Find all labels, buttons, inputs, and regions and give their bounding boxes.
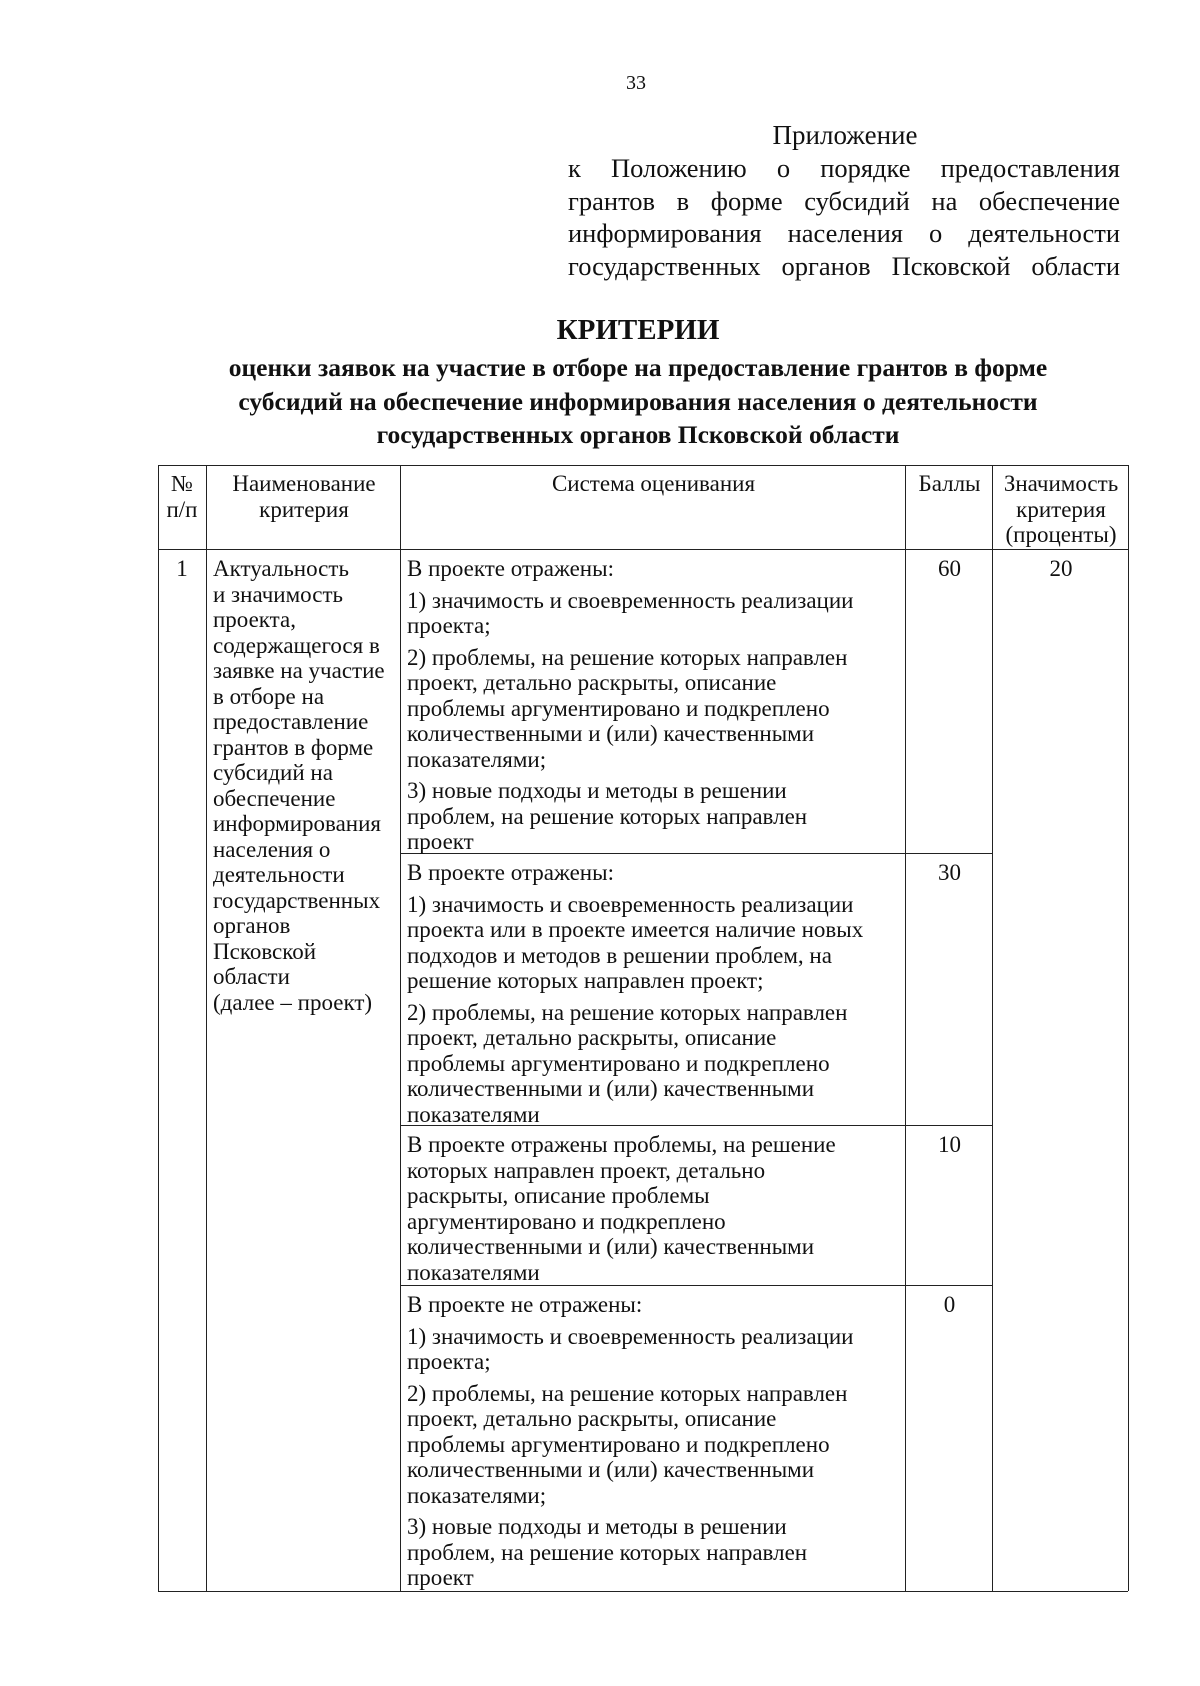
scoring-paragraph (407, 892, 900, 994)
table-border (158, 465, 1128, 466)
criterion-weight-value: 20 (1049, 556, 1073, 581)
scoring-line: 2) проблемы, на решение которых направлен (407, 999, 848, 1025)
scoring-line: проект, детально раскрыты, описание (407, 1025, 777, 1050)
criterion-name-line: деятельности (213, 862, 345, 887)
scoring-paragraph (407, 1381, 900, 1509)
score-points (912, 860, 987, 886)
scoring-line: показателями; (407, 1482, 547, 1508)
document-title: КРИТЕРИИ (556, 314, 720, 346)
criterion-name-line: информирования (213, 811, 381, 836)
header-line: п/п (166, 496, 198, 522)
appendix-line: информирования населения о деятельности (568, 218, 1120, 248)
scoring-paragraph (407, 1000, 900, 1128)
scoring-line: показателями; (407, 746, 547, 772)
scoring-paragraph (407, 1292, 900, 1318)
header-name (213, 471, 395, 522)
header-line: № (171, 471, 193, 496)
appendix-line: государственных органов Псковской области (568, 250, 1120, 281)
score-points (912, 1132, 987, 1158)
scoring-paragraph (407, 1514, 900, 1591)
scoring-line: В проекте отражены: (407, 556, 614, 581)
scoring-line: 1) значимость и своевременность реализации (407, 891, 854, 917)
appendix-title: Приложение (772, 120, 918, 150)
criterion-name-line: (далее – проект) (213, 989, 373, 1015)
scoring-line: В проекте отражены проблемы, на решение (407, 1132, 836, 1157)
table-border (400, 465, 401, 1591)
appendix-line: к Положению о порядке предоставления (568, 153, 1120, 183)
row-number (160, 556, 204, 582)
scoring-line: которых направлен проект, детально (407, 1157, 766, 1183)
header-line: критерия (259, 496, 349, 522)
criterion-name-line: государственных (213, 887, 381, 913)
scoring-line: проект, детально раскрыты, описание (407, 1406, 777, 1431)
document-subtitle (0, 351, 1200, 452)
score-points-value: 30 (938, 860, 961, 885)
criterion-name-line: и значимость (213, 581, 343, 607)
scoring-line: проект (407, 829, 474, 854)
criterion-name-line: заявке на участие (213, 658, 385, 683)
header-line: Баллы (918, 471, 981, 496)
scoring-description (407, 1292, 900, 1597)
scoring-line: 1) значимость и своевременность реализации (407, 1323, 854, 1349)
criterion-name-line: органов (213, 913, 291, 938)
table-border (206, 465, 207, 1591)
scoring-line: решение которых направлен проект; (407, 968, 764, 993)
scoring-paragraph (407, 588, 900, 639)
scoring-line: В проекте отражены: (407, 860, 614, 885)
scoring-line: раскрыты, описание проблемы (407, 1183, 710, 1208)
criterion-name-line: Актуальность (213, 556, 349, 581)
scoring-line: проект (407, 1565, 474, 1590)
scoring-line: 1) значимость и своевременность реализации (407, 587, 854, 613)
criterion-name-line: предоставление (213, 709, 369, 734)
criterion-name-line: грантов в форме (213, 734, 374, 760)
scoring-line: проекта или в проекте имеется наличие новых (407, 917, 864, 942)
page-number: 33 (626, 72, 646, 94)
scoring-line: проблемы аргументировано и подкреплено (407, 695, 830, 721)
score-points (912, 556, 987, 582)
score-points (912, 1292, 987, 1318)
scoring-line: количественными и (или) качественными (407, 1234, 815, 1259)
scoring-line: 3) новые подходы и методы в решении (407, 1514, 787, 1539)
scoring-description (407, 556, 900, 861)
scoring-line: проблем, на решение которых направлен (407, 803, 808, 829)
header-line: (проценты) (1005, 522, 1117, 547)
scoring-line: подходов и методов в решении проблем, на (407, 942, 832, 968)
scoring-line: 2) проблемы, на решение которых направлен (407, 644, 848, 670)
header-points (912, 471, 987, 497)
scoring-description (407, 860, 900, 1133)
scoring-paragraph (407, 1324, 900, 1375)
header-line: Наименование (232, 471, 376, 496)
table-border (905, 465, 906, 1591)
header-weight (999, 471, 1123, 548)
header-system (407, 471, 900, 497)
scoring-description (407, 1132, 900, 1291)
scoring-paragraph (407, 860, 900, 886)
subtitle-line: государственных органов Псковской области (376, 420, 900, 449)
row-number-text: 1 (176, 556, 188, 581)
criterion-name-line: проекта, (213, 607, 296, 632)
criterion-name-line: населения о (213, 836, 331, 862)
scoring-line: 3) новые подходы и методы в решении (407, 778, 787, 803)
scoring-line: проекта; (407, 1349, 491, 1374)
criterion-name-line: субсидий на (213, 760, 333, 785)
appendix-reference (568, 152, 1120, 282)
scoring-paragraph (407, 645, 900, 773)
criterion-name-line: обеспечение (213, 785, 336, 811)
criterion-weight (999, 556, 1123, 582)
header-line: Значимость (1003, 471, 1119, 496)
scoring-line: показателями (407, 1259, 540, 1285)
scoring-line: количественными и (или) качественными (407, 1076, 815, 1101)
scoring-line: 2) проблемы, на решение которых направлен (407, 1380, 848, 1406)
scoring-line: количественными и (или) качественными (407, 721, 815, 746)
scoring-line: проблемы аргументировано и подкреплено (407, 1050, 830, 1076)
score-points-value: 0 (943, 1292, 956, 1317)
table-border (1128, 465, 1129, 1591)
criterion-name-line: области (213, 964, 290, 989)
score-points-value: 60 (938, 556, 961, 581)
table-border (992, 465, 993, 1591)
header-line: Система оценивания (551, 471, 756, 496)
criterion-name (213, 556, 395, 1015)
subtitle-line: оценки заявок на участие в отборе на предоставление грантов в форме (228, 353, 1048, 382)
header-num (160, 471, 204, 522)
appendix-line: грантов в форме субсидий на обеспечение (568, 185, 1120, 216)
scoring-line: проекта; (407, 613, 491, 638)
header-line: критерия (1016, 496, 1106, 522)
score-points-value: 10 (938, 1132, 961, 1157)
scoring-paragraph (407, 556, 900, 582)
scoring-line: показателями (407, 1101, 540, 1127)
scoring-paragraph (407, 1132, 900, 1285)
table-border (158, 465, 159, 1591)
subtitle-line: субсидий на обеспечение информирования населения о деятельности (238, 386, 1038, 416)
criterion-name-line: в отборе на (213, 683, 325, 709)
scoring-line: проект, детально раскрыты, описание (407, 670, 777, 695)
scoring-line: проблем, на решение которых направлен (407, 1539, 808, 1565)
criterion-name-line: содержащегося в (213, 632, 380, 658)
scoring-line: аргументировано и подкреплено (407, 1208, 726, 1234)
scoring-line: количественными и (или) качественными (407, 1457, 815, 1482)
table-border (158, 549, 1128, 550)
scoring-paragraph (407, 778, 900, 855)
criterion-name-line: Псковской (213, 938, 317, 964)
scoring-line: В проекте не отражены: (407, 1292, 643, 1317)
scoring-line: проблемы аргументировано и подкреплено (407, 1431, 830, 1457)
